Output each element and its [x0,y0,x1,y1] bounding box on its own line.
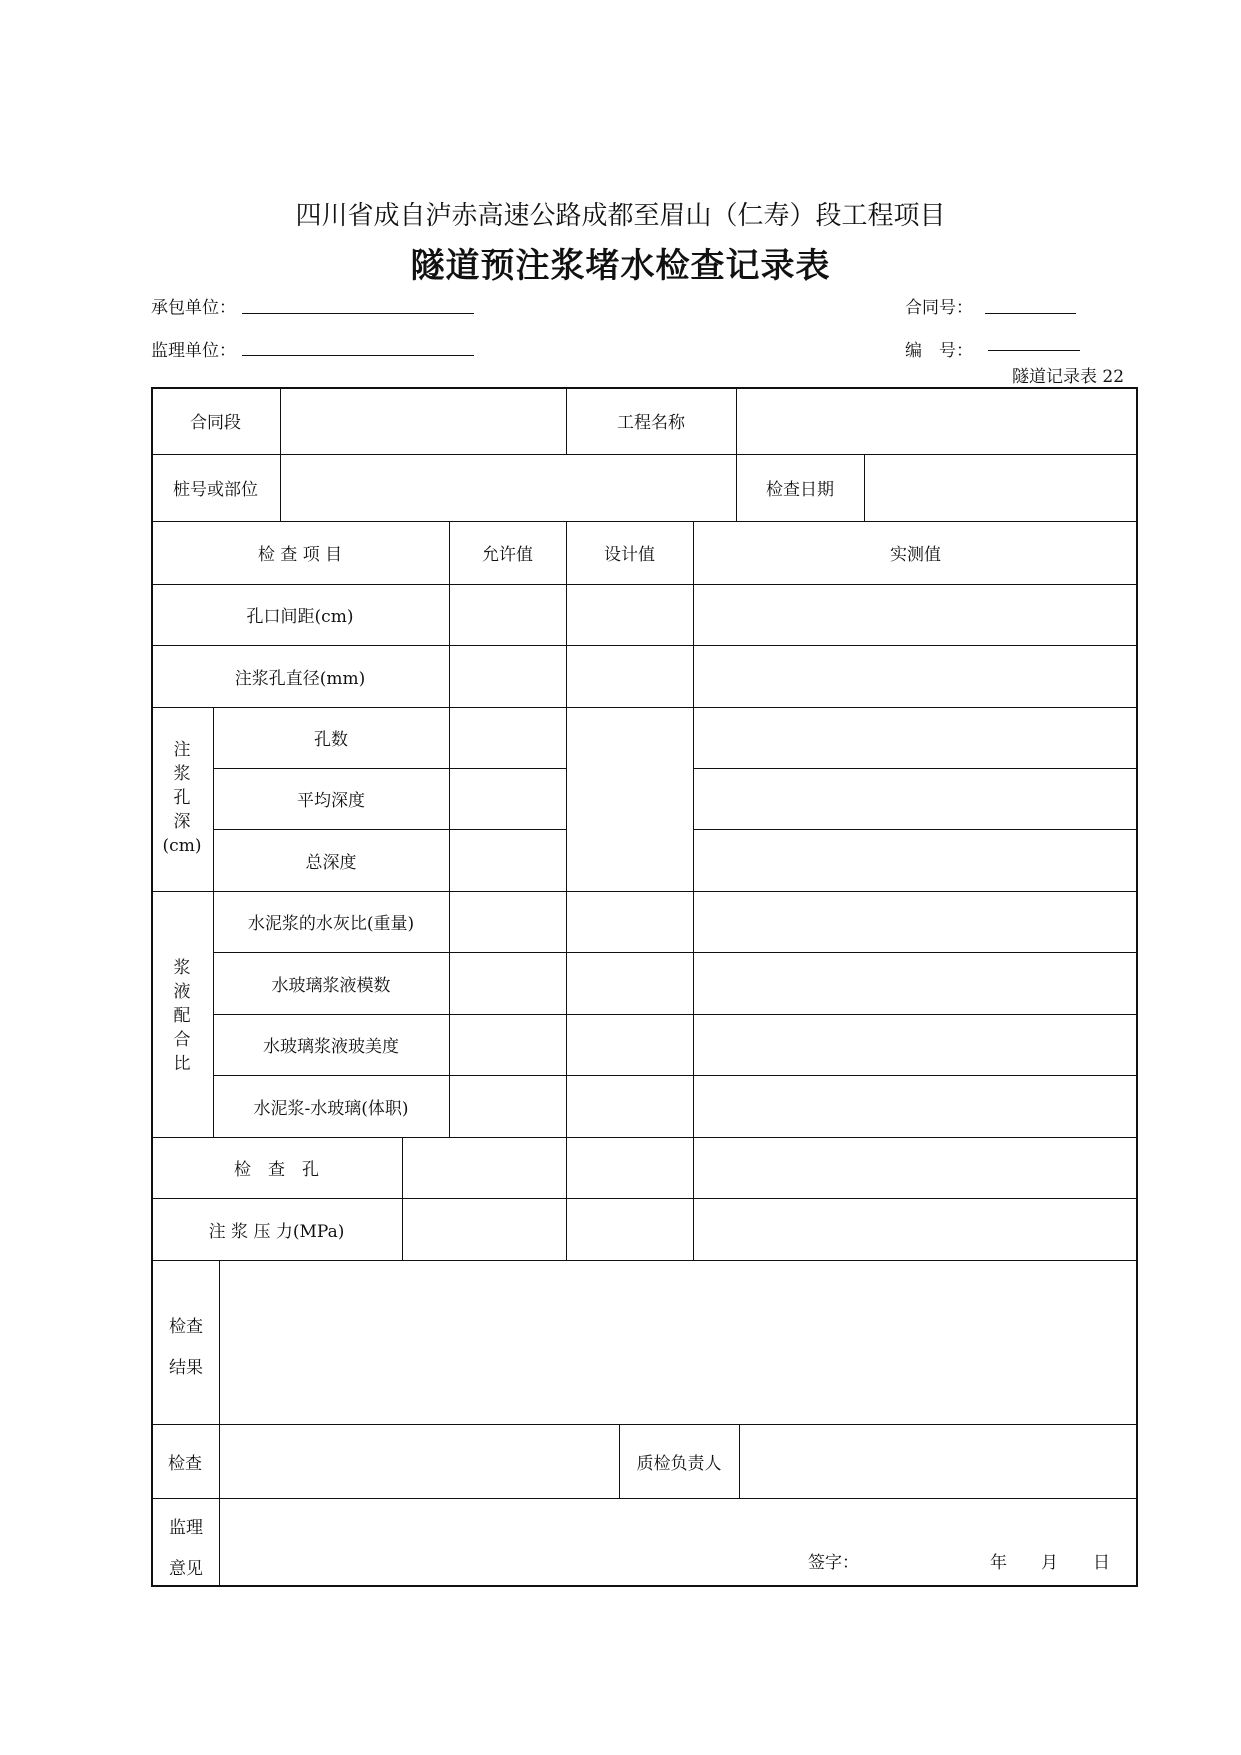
contractor-label: 承包单位： [151,298,236,318]
supervisor-field[interactable] [242,355,474,356]
project-name-value[interactable] [736,387,1138,454]
date-day-label: 日 [1093,1553,1110,1573]
row-total-depth: 总深度 [305,852,357,873]
contract-no-field[interactable] [985,313,1076,314]
inspector-label: 检查 [168,1453,202,1474]
qc-person-field[interactable] [739,1424,1138,1498]
signature-label: 签字： [808,1553,859,1573]
inspection-date-label: 检查日期 [766,480,834,500]
row-hole-count: 孔数 [314,730,348,750]
column-header-allowed: 允许值 [482,545,533,565]
station-label: 桩号或部位 [173,480,258,500]
column-header-design: 设计值 [604,545,655,565]
contract-section-label: 合同段 [190,413,241,433]
contract-section-value[interactable] [280,387,566,454]
station-value[interactable] [280,454,736,521]
project-name-label: 工程名称 [617,413,685,433]
qc-person-label: 质检负责人 [636,1453,722,1474]
row-hole-spacing: 孔口间距(cm) [246,607,354,627]
form-title: 隧道预注浆堵水检查记录表 [410,246,831,286]
row-glass-baume: 水玻璃浆液玻美度 [263,1037,399,1057]
contractor-field[interactable] [242,313,474,314]
row-glass-modulus: 水玻璃浆液模数 [271,975,391,996]
column-header-measured: 实测值 [890,545,941,565]
result-field[interactable] [219,1260,1138,1424]
date-month-label: 月 [1041,1553,1058,1573]
supervision-label: 监理 意见 [169,1518,203,1579]
contract-no-label: 合同号： [905,298,973,318]
serial-no-label: 编 号： [905,341,973,361]
inspector-field[interactable] [219,1424,619,1498]
group-label-depth: 注 浆 孔 深 (cm) [162,740,202,856]
date-year-label: 年 [990,1553,1007,1573]
inspection-date-value[interactable] [864,454,1138,521]
supervisor-label: 监理单位： [151,341,236,361]
row-grout-pressure: 注 浆 压 力(MPa) [208,1221,345,1242]
result-label: 检查 结果 [169,1317,203,1378]
row-check-hole: 检 查 孔 [234,1160,319,1180]
form-number: 隧道记录表 22 [1012,367,1125,387]
project-subtitle: 四川省成自泸赤高速公路成都至眉山（仁寿）段工程项目 [295,201,946,231]
row-water-cement-ratio: 水泥浆的水灰比(重量) [247,914,415,934]
column-header-item: 检 查 项 目 [257,545,343,565]
row-cement-glass-volume: 水泥浆-水玻璃(体职) [253,1098,409,1119]
row-hole-diameter: 注浆孔直径(mm) [234,668,366,689]
row-average-depth: 平均深度 [297,791,365,811]
group-label-mix-ratio: 浆 液 配 合 比 [173,958,191,1074]
serial-no-field[interactable] [988,350,1080,351]
